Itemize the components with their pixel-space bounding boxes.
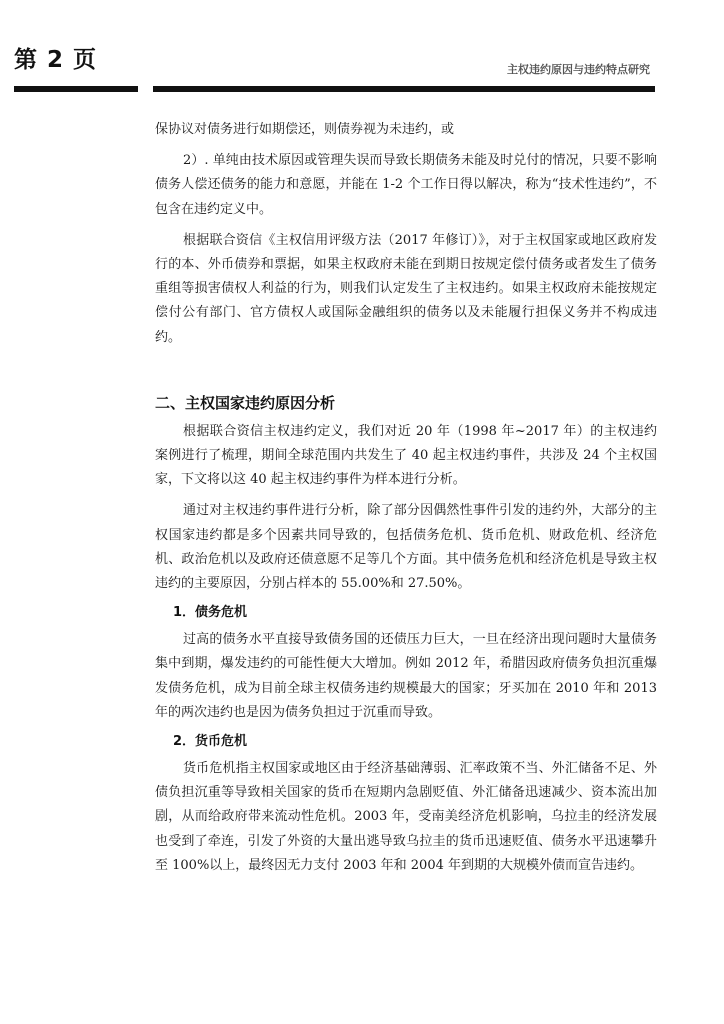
page-body [155,118,657,878]
header-rule-left [14,86,138,92]
paragraph-rating-methodology: 根据联合资信《主权信用评级方法（2017 年修订）》，对于主权国家或地区政府发行的本、外币债券和票据，如果主权政府未能在到期日按规定偿付债务或者发生了债务重组等损害债权人利益的行为，则我们认定发生了主权违约。如果主权政府未能按规定偿付公有部门、官方债权人或国际金融组织的债务以及未能履行担保义务并不构成违约。 [155,232,657,345]
paragraph-technical-default: 2）. 单纯由技术原因或管理失误而导致长期债务未能及时兑付的情况，只要不影响债务人偿还债务的能力和意愿，并能在 1-2 个工作日得以解决，称为“技术性违约”，不包含在违约定义中。 [155,153,657,217]
paragraph-cause-analysis: 通过对主权违约事件进行分析，除了部分因偶然性事件引发的违约外，大部分的主权国家违约都是多个因素共同导致的，包括债务危机、货币危机、财政危机、经济危机、政治危机以及政府还债意愿不足等几个方面。其中债务危机和经济危机是导致主权违约的主要原因，分别占样本的 55.00%和 27.50%。 [155,503,657,592]
page-number-label: 第 2 页 [14,47,98,73]
paragraph-sample-overview: 根据联合资信主权违约定义，我们对近 20 年（1998 年~2017 年）的主权违约案例进行了梳理，期间全球范围内共发生了 40 起主权违约事件，共涉及 24 个主权国家，下文将以这 40 起主权违约事件为样本进行分析。 [155,423,657,488]
subsection-debt-crisis: 1．债务危机 [173,605,248,621]
subsection-currency-crisis: 2．货币危机 [173,734,248,750]
paragraph-debt-crisis: 过高的债务水平直接导致债务国的还债压力巨大，一旦在经济出现问题时大量债务集中到期，爆发违约的可能性便大大增加。例如 2012 年，希腊因政府债务负担沉重爆发债务危机，成为目前全球主权债务违约规模最大的国家；牙买加在 2010 年和 2013 年的两次违约也是因为债务负担过于沉重而导致。 [155,632,657,720]
running-header-title: 主权违约原因与违约特点研究 [507,63,650,76]
paragraph-continuation: 保协议对债务进行如期偿还，则债券视为未违约，或 [155,122,455,137]
section-title: 二、主权国家违约原因分析 [155,393,336,412]
header-rule-right [153,86,655,92]
paragraph-currency-crisis: 货币危机指主权国家或地区由于经济基础薄弱、汇率政策不当、外汇储备不足、外债负担沉重等导致相关国家的货币在短期内急剧贬值、外汇储备迅速减少、资本流出加剧，从而给政府带来流动性危机。2003 年，受南美经济危机影响，乌拉圭的经济发展也受到了牵连，引发了外资的大量出逃导致乌拉圭的货币迅速贬值、债务水平迅速攀升至 100%以上，最终因无力支付 2003 年和 2004 年到期的大规模外债而宣告违约。 [155,761,657,873]
